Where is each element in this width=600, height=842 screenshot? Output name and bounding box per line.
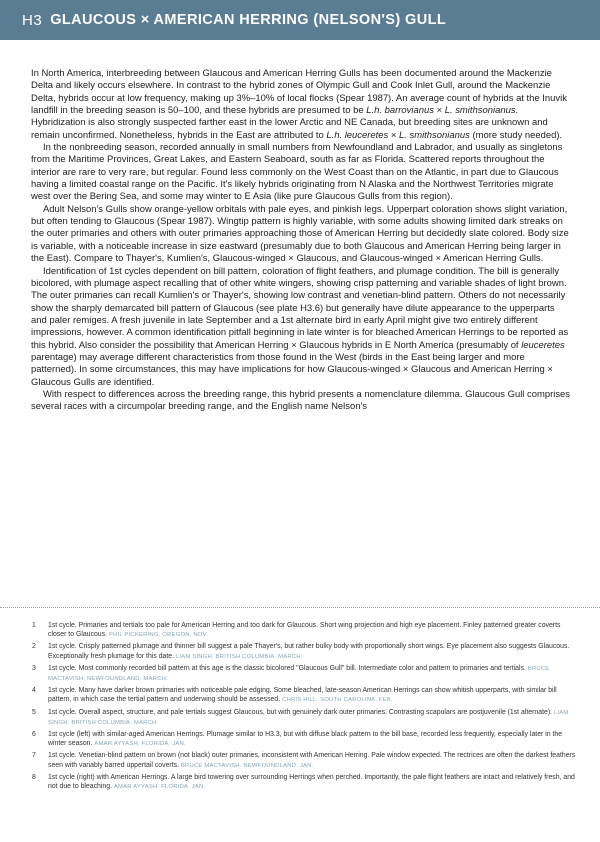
caption-body	[48, 664, 580, 684]
paragraph	[31, 204, 572, 266]
text-run: Adult Nelson's Gulls show orange-yellow orbitals with pale eyes, and pinkish legs. Upperpart coloration shows slight variation, but often tending to Glaucous (Spear 1987). Wingtip pattern is highly variable, with some adults showing limited dark streaks on the outer primaries and others with outer primaries approaching those of American Herring but decidedly slate colored. Body size is variable, with a noticeable increase in size eastward (presumably due to both Glaucous and American Herring being larger in the East). Compare to Thayer's, Kumlien's, Glaucous-winged × Glaucous, and Glaucous-winged × American Herring Gulls.	[31, 203, 569, 265]
body-text	[31, 68, 572, 414]
caption-text: 1st cycle (left) with similar-aged American Herrings. Plumage similar to H3.3, but with diffuse black pattern to the bill base, recorded less frequently, especially later in the winter season.	[48, 731, 563, 748]
page-title: GLAUCOUS × AMERICAN HERRING (NELSON'S) GULL	[50, 12, 447, 28]
caption-text: 1st cycle (right) with American Herrings. A large bird towering over surrounding Herrings when perched. Importantly, the pale flight feathers are intact and relatively fresh, and not due to bleaching.	[48, 773, 575, 791]
caption-number: 2	[32, 643, 36, 651]
text-run: In the nonbreeding season, recorded annually in small numbers from Newfoundland and Labrador, and usually as singletons from the Maritime Provinces, Great Lakes, and Eastern Seaboard, south as far as Florida. Scattered reports throughout the interior are rare to very rare, but regular. Found less commonly on the West Coast than on the Atlantic, in part due to Glaucous having a limited coastal range on the Pacific. It's likely hybrids originating from N Alaska and the Northwest Territories migrate west over the Bering Sea, and some may winter to E Asia (like pure Glaucous Gulls from this region).	[31, 142, 563, 203]
photo-credit: CHRIS HILL. SOUTH CAROLINA. FEB.	[282, 697, 393, 704]
photo-credit: AMAR AYYASH. FLORIDA. JAN.	[113, 784, 206, 791]
caption-text: 1st cycle. Overall aspect, structure, and pale tertials suggest Glaucous, but with genuinely dark outer primaries. Contrasting scapulars are postjuvenile (1st alternate).	[48, 708, 553, 716]
text-run: . Hybridization is also strongly suspected farther east in the lower Arctic and NE Canada, but breeding sites are unknown and remain unconfirmed. Nonetheless, hybrids in the East are attributed to	[31, 105, 548, 141]
photo-credit: LIAM SINGH. BRITISH COLUMBIA. MARCH.	[48, 709, 569, 726]
caption-body	[48, 686, 580, 705]
caption-body	[48, 642, 580, 661]
text-run: With respect to differences across the breeding range, this hybrid presents a nomenclature dilemma. Glaucous Gull comprises several races with a circumpolar breeding range, and the English name Nelson's	[31, 388, 571, 413]
caption-body	[48, 773, 580, 792]
photo-captions	[32, 621, 580, 794]
photo-credit: AMAR AYYASH. FLORIDA. JAN.	[94, 741, 186, 748]
caption-number: 4	[32, 687, 36, 695]
caption-text: 1st cycle. Venetian-blind pattern on brown (not black) outer primaries, inconsistent with American Herring. Pale window expected. The rectrices are often the darkest feathers seen with variably barred uppertail coverts.	[48, 752, 576, 769]
caption-item	[32, 773, 580, 792]
photo-credit: LIAM SINGH. BRITISH COLUMBIA. MARCH.	[175, 653, 303, 660]
text-run: ×	[388, 129, 400, 141]
caption-number: 6	[32, 731, 36, 739]
text-run: (more study needed).	[469, 129, 563, 141]
caption-number: 3	[32, 664, 36, 672]
text-run: parentage) may average different characteristics from those found in the West (birds in the East being larger and more patterned). In some circumstances, this may have implications for how Glaucous-winged × Glaucous and American Herring × Glaucous Gulls are identified.	[31, 351, 553, 388]
text-run: In North America, interbreeding between Glaucous and American Herring Gulls has been documented around the Mackenzie Delta and likely occurs elsewhere. In contrast to the hybrid zones of Olympic Gull and Cook Inlet Gull, around the Mackenzie Delta, hybrids occur at low frequency, making up 3%–10% of local flocks (Spear 1987). An average count of hybrids at the Inuvik landfill in the breeding season is 50–100, and these hybrids are presumed to be	[31, 68, 567, 117]
text-run: ×	[433, 105, 445, 117]
caption-body	[48, 730, 580, 749]
caption-item	[32, 642, 580, 661]
paragraph	[31, 68, 572, 142]
italic-run: L. smithsonianus	[399, 129, 470, 141]
caption-number: 8	[32, 773, 36, 781]
caption-item	[32, 730, 580, 749]
caption-number: 7	[32, 752, 36, 760]
photo-credit: BRUCE MACTAVISH. NEWFOUNDLAND. JAN.	[180, 762, 314, 769]
caption-number: 5	[32, 708, 36, 716]
caption-item	[32, 708, 580, 728]
plate-code: H3	[22, 11, 43, 29]
photo-credit: PHIL PICKERING. OREGON. NOV.	[108, 632, 209, 639]
caption-text: 1st cycle. Crisply patterned plumage and thinner bill suggest a pale Thayer's, but rather bulky body with proportionally short wings. Eye placement also suggests Glaucous. Exceptionally fresh plumage for this date.	[48, 643, 570, 660]
caption-item	[32, 621, 580, 640]
italic-run: L.h. barrovianus	[366, 105, 434, 117]
italic-run: leuceretes	[521, 339, 565, 351]
caption-divider	[0, 607, 600, 608]
caption-item	[32, 751, 580, 770]
italic-run: L.h. leuceretes	[326, 129, 389, 141]
text-run: Identification of 1st cycles dependent on bill pattern, coloration of flight feathers, and plumage condition. The bill is generally bicolored, with plumage aspect recalling that of other white wingers, showing crisp patterning and variable shades of light brown. The outer primaries can recall Kumlien's or Thayer's, showing low contrast and venetian-blind pattern. Others do not necessarily show the sharply demarcated bill pattern of Glaucous (see plate H3.6) but generally have dilute appearance to the upperparts and paler remiges. A fresh juvenile in late September and a 1st alternate bird in early April might give two entirely different impressions, however. A common identification pitfall beginning in late winter is for bleached American Herrings to be reported as this hybrid. Also consider the possibility that American Herring × Glaucous hybrids in E North America (presumably of	[31, 265, 569, 351]
caption-item	[32, 686, 580, 705]
caption-body	[48, 708, 580, 728]
italic-run: L. smithsonianus	[444, 105, 516, 117]
caption-item	[32, 664, 580, 684]
paragraph	[31, 142, 572, 204]
caption-body	[48, 751, 580, 770]
page-header-bar	[0, 0, 600, 40]
paragraph	[31, 389, 572, 414]
caption-text: 1st cycle. Most commonly recorded bill pattern at this age is the classic bicolored "Glaucous Gull" bill. Intermediate color and pattern to primaries and tertials.	[48, 664, 526, 672]
caption-body	[48, 621, 580, 640]
paragraph	[31, 266, 572, 389]
caption-number: 1	[32, 622, 36, 629]
photo-credit: BRUCE MACTAVISH. NEWFOUNDLAND. MARCH.	[48, 665, 550, 683]
caption-text: 1st cycle. Many have darker brown primaries with noticeable pale edging. Some bleached, late-season American Herrings can show whitish upperparts, with similar bill pattern, in which case the tertial pattern and underwing should be assessed.	[48, 687, 557, 704]
caption-text: 1st cycle. Primaries and tertials too pale for American Herring and too dark for Glaucous. Short wing projection and high eye placement. Finley patterned greater coverts closer to Glaucous.	[48, 622, 561, 639]
